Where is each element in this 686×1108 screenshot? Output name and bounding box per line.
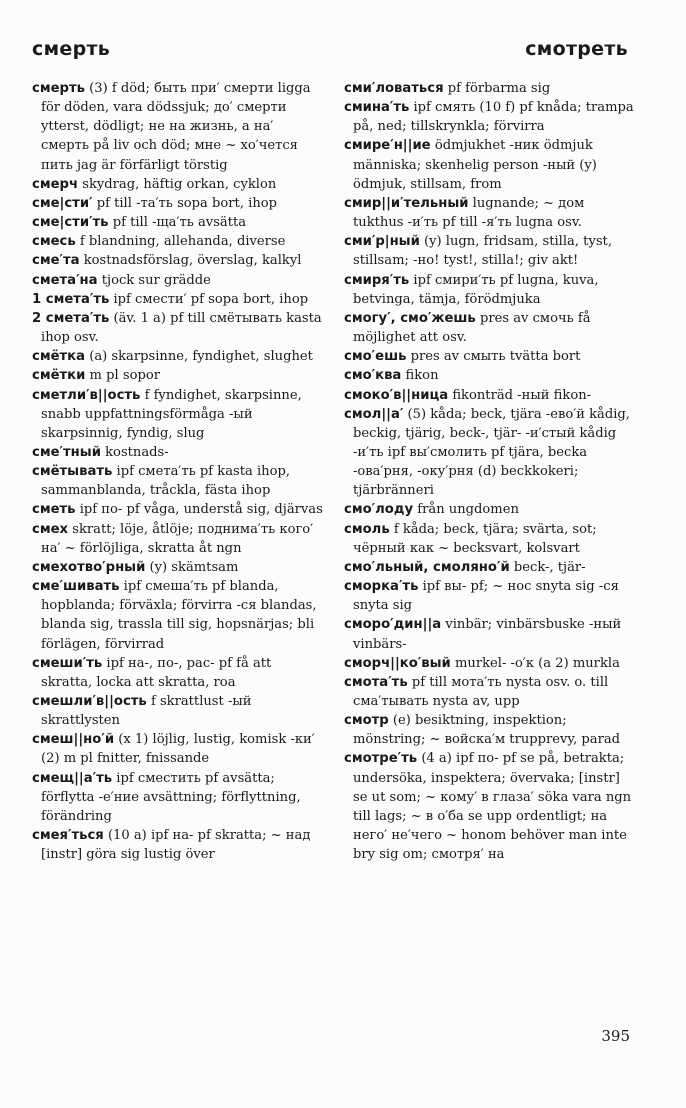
entry-headword: смехотво′рный <box>32 559 146 575</box>
entry-headword: сморка′ть <box>344 579 419 595</box>
entry-definition: från ungdomen <box>417 502 519 518</box>
page-number: 395 <box>601 1027 630 1045</box>
entry-definition: ödmjukhet -ник ödmjuk människa; skenhelig person -ный (y) ödmjuk, stillsam, from <box>353 138 597 192</box>
running-head-right: смотреть <box>525 38 628 60</box>
entry-definition: f skrattlust -ый skrattlysten <box>41 694 252 729</box>
dictionary-entry <box>32 271 324 290</box>
entry-definition: pf till -та′ть sopa bort, ihop <box>96 195 278 211</box>
dictionary-entry <box>344 271 636 309</box>
entry-headword: смесь <box>32 234 76 250</box>
entry-headword: смеш||но′й <box>32 732 115 748</box>
running-head-left: смерть <box>32 38 111 60</box>
dictionary-entry <box>32 443 324 462</box>
dictionary-entry <box>344 79 636 98</box>
dictionary-entry <box>32 462 324 500</box>
entry-definition: (x 1) löjlig, lustig, komisk -ки′ (2) m pl fnitter, fnissande <box>41 732 315 767</box>
entry-headword: смерч <box>32 176 79 192</box>
dictionary-entry <box>344 136 636 193</box>
dictionary-entry <box>32 175 324 194</box>
entry-headword: сме′та <box>32 253 80 269</box>
entry-headword: смо′льный, смоляно′й <box>344 559 510 575</box>
entry-headword: смоко′в||ница <box>344 387 449 403</box>
entry-definition: kostnadsförslag, överslag, kalkyl <box>83 253 302 269</box>
dictionary-entry <box>344 615 636 653</box>
dictionary-entry <box>344 500 636 519</box>
entry-definition: skydrag, häftig orkan, cyklon <box>82 176 277 192</box>
dictionary-entry <box>344 749 636 864</box>
entry-definition: ipf по- pf våga, understå sig, djärvas <box>79 502 323 518</box>
dictionary-entry <box>32 558 324 577</box>
dictionary-entry <box>32 194 324 213</box>
entry-headword: сми′р|ный <box>344 234 420 250</box>
entry-definition: ipf смести′ pf sopa bort, ihop <box>113 291 309 307</box>
entry-headword: сморо′дин||а <box>344 617 442 633</box>
entry-definition: f fyndighet, skarpsinne, snabb uppfattningsförmåga -ый skarpsinnig, fyndig, slug <box>41 387 302 441</box>
entry-headword: сме|сти′ть <box>32 215 109 231</box>
dictionary-entry <box>32 386 324 443</box>
entry-headword: смоль <box>344 521 390 537</box>
entry-headword: смётки <box>32 368 86 384</box>
dictionary-entry <box>32 654 324 692</box>
dictionary-entry <box>344 366 636 385</box>
entry-definition: (10 a) ipf на- pf skratta; ~ над [instr] göra sig lustig över <box>41 828 311 863</box>
entry-headword: сме|сти′ <box>32 195 93 211</box>
entry-headword: смотре′ть <box>344 751 418 767</box>
dictionary-entry <box>344 386 636 405</box>
entry-headword: смол||а′ <box>344 406 404 422</box>
entry-headword: сметь <box>32 502 76 518</box>
entry-definition: ipf смеша′ть pf blanda, hopblanda; förväxla; förvirra -ся blandas, blanda sig, trassla till sig, hopsnärjas; bli förlägen, förvirrad <box>41 579 317 652</box>
dictionary-entry <box>344 194 636 232</box>
entry-definition: (a) skarpsinne, fyndighet, slughet <box>89 349 313 365</box>
entry-headword: 2 смета′ть <box>32 310 110 326</box>
entry-definition: kostnads- <box>105 444 169 460</box>
entry-definition: (e) besiktning, inspektion; mönstring; ~ войска′м trupprevy, parad <box>353 713 621 748</box>
dictionary-entry <box>344 232 636 270</box>
dictionary-entry <box>32 366 324 385</box>
dictionary-entry <box>344 577 636 615</box>
entry-definition: (y) skämtsam <box>149 559 239 575</box>
dictionary-entry <box>344 673 636 711</box>
entry-headword: 1 смета′ть <box>32 291 110 307</box>
dictionary-entry <box>32 290 324 309</box>
dictionary-entry <box>344 309 636 347</box>
right-column <box>344 79 636 864</box>
entry-headword: смир||и′тельный <box>344 195 469 211</box>
entry-headword: сметли′в||ость <box>32 387 141 403</box>
entry-headword: смогу′, смо′жешь <box>344 310 476 326</box>
dictionary-entry <box>32 520 324 558</box>
dictionary-entry <box>32 251 324 270</box>
dictionary-entry <box>344 98 636 136</box>
dictionary-entry <box>32 577 324 654</box>
dictionary-entry <box>32 769 324 826</box>
entry-headword: смина′ть <box>344 100 410 116</box>
left-column <box>32 79 324 864</box>
dictionary-entry <box>32 347 324 366</box>
entry-headword: смотр <box>344 713 389 729</box>
entry-definition: tjock sur grädde <box>101 272 211 288</box>
entry-headword: смещ||а′ть <box>32 770 113 786</box>
dictionary-entry <box>344 520 636 558</box>
entry-headword: смех <box>32 521 69 537</box>
entry-definition: ipf смять (10 f) pf knåda; trampa på, ned; tillskrynkla; förvirra <box>353 100 634 135</box>
dictionary-entry <box>32 79 324 175</box>
entry-definition: f blandning, allehanda, diverse <box>79 234 286 250</box>
entry-headword: смире′н||ие <box>344 138 431 154</box>
entry-definition: murkel- -о′к (a 2) murkla <box>454 655 620 671</box>
entry-headword: смешли′в||ость <box>32 694 147 709</box>
dictionary-entry <box>32 730 324 768</box>
entry-definition: ipf смета′ть pf kasta ihop, sammanblanda, tråckla, fästa ihop <box>41 464 291 499</box>
entry-definition: beck-, tjär- <box>513 559 586 575</box>
entry-definition: (äv. 1 a) pf till смётывать kasta ihop osv. <box>41 310 322 346</box>
entry-definition: ipf на-, по-, рас- pf få att skratta, locka att skratta, roa <box>41 655 272 690</box>
entry-definition: vinbär; vinbärsbuske -ный vinbärs- <box>353 617 622 652</box>
entry-headword: смиря′ть <box>344 272 410 288</box>
entry-headword: сми′ловаться <box>344 81 444 96</box>
entry-definition: pres av смыть tvätta bort <box>410 349 581 365</box>
entry-headword: сморч||ко′вый <box>344 655 451 671</box>
entry-definition: fikon <box>405 368 439 384</box>
dictionary-entry <box>32 500 324 519</box>
dictionary-entry <box>32 309 324 347</box>
dictionary-entry <box>32 232 324 251</box>
entry-headword: сме′шивать <box>32 579 120 595</box>
entry-definition: (4 a) ipf по- pf se på, betrakta; undersöka, inspektera; övervaka; [instr] se ut som; ~ кому′ в глаза′ söka vara ngn till lags; ~ в о′ба se upp ordentligt; на него′ не′чего ~ honom behöver man inte bry sig om; смотря′ на <box>353 751 632 863</box>
entry-headword: смерть <box>32 81 85 96</box>
entry-headword: смётывать <box>32 464 113 480</box>
entry-definition: skratt; löje, åtlöje; поднима′ть кого′ на′ ~ förlöjliga, skratta åt ngn <box>41 521 314 556</box>
dictionary-entry <box>32 692 324 730</box>
entry-definition: fikonträd -ный fikon- <box>452 387 592 403</box>
dictionary-entry <box>344 711 636 749</box>
entry-headword: смота′ть <box>344 674 408 690</box>
entry-definition: pf förbarma sig <box>447 81 551 96</box>
entry-definition: ipf смири′ть pf lugna, kuva, betvinga, tämja, förödmjuka <box>353 272 599 307</box>
entry-definition: ipf сместить pf avsätta; förflytta -е′ние avsättning; förflyttning, förändring <box>41 770 301 824</box>
dictionary-entry <box>32 213 324 232</box>
entry-headword: смея′ться <box>32 828 104 844</box>
entry-definition: m pl sopor <box>89 368 160 384</box>
entry-definition: ipf вы- pf; ~ нос snyta sig -ся snyta sig <box>353 579 619 614</box>
entry-headword: смеши′ть <box>32 655 103 671</box>
dictionary-entry <box>344 347 636 366</box>
entry-definition: lugnande; ~ дом tukthus -и′ть pf till -я′ть lugna osv. <box>353 195 585 231</box>
dictionary-entry <box>344 654 636 673</box>
entry-definition: (y) lugn, fridsam, stilla, tyst, stillsam; -но! tyst!, stilla!; giv akt! <box>353 234 612 269</box>
entry-headword: смо′ешь <box>344 349 407 365</box>
entry-headword: смо′ква <box>344 368 402 384</box>
entry-headword: смётка <box>32 349 86 365</box>
entry-definition: pf till мота′ть nysta osv. o. till сма′тывать nysta av, upp <box>353 674 609 709</box>
entry-definition: pf till -ща′ть avsätta <box>112 215 247 231</box>
entry-definition: f kåda; beck, tjära; svärta, sot; чёрный как ~ becksvart, kolsvart <box>353 521 597 556</box>
entry-definition: (5) kåda; beck, tjära -ево′й kådig, beckig, tjärig, beck-, tjär- -и′стый kådig -и′ть ipf вы′смолить pf tjära, becka -ова′рня, -оку′рня (d) beckkokeri; tjärbränneri <box>353 406 630 499</box>
dictionary-entry <box>344 405 636 501</box>
entry-headword: сме′тный <box>32 444 101 460</box>
dictionary-entry <box>32 826 324 864</box>
entry-headword: смета′на <box>32 272 98 288</box>
entry-definition: (3) f död; быть при′ смерти ligga för döden, vara dödssjuk; до′ смерти ytterst, dödligt; не на жизнь, а на′ смерть på liv och död; мне ~ хо′чется пить jag är förfärligt törstig <box>41 81 311 173</box>
entry-definition: pres av смочь få möjlighet att osv. <box>353 310 591 346</box>
entry-headword: смо′лоду <box>344 502 414 518</box>
dictionary-entry <box>344 558 636 577</box>
